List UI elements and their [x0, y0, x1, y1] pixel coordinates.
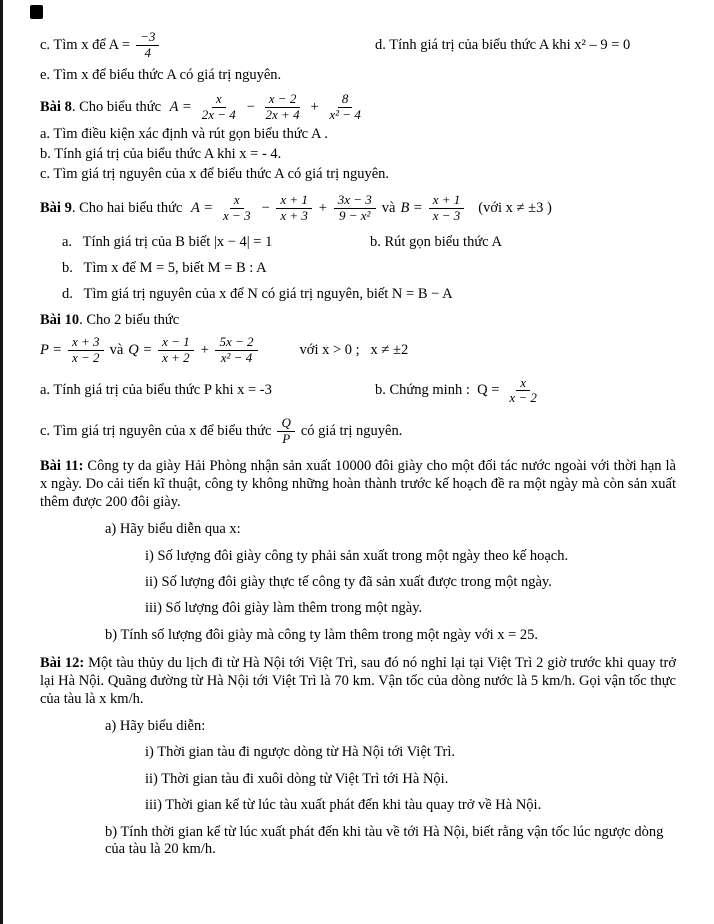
bai10-condition: với x > 0 ; x ≠ ±2	[299, 341, 409, 358]
bai11-item-a-text: a) Hãy biểu diễn qua x:	[105, 521, 241, 538]
bai8-formula-lhs: A =	[169, 98, 192, 115]
fraction-denominator: x + 3	[280, 207, 308, 223]
fraction-denominator: 9 − x²	[339, 207, 371, 223]
bai12-body: Một tàu thủy du lịch đi từ Hà Nội tới Việt Trì, sau đó nó nghỉ lại tại Việt Trì 2 giờ trước khi quay trở lại Hà Nội. Quãng đường từ Hà Nội tới Việt Trì là 70 km. Vận tốc của dòng nước là 5 km/h. Gọi vận tốc thực của tàu là x km/h.	[40, 655, 676, 708]
bai9-item-d-text: d. Tìm giá trị nguyên của x để N có giá trị nguyên, biết N = B − A	[62, 285, 453, 302]
fraction-denominator: x + 2	[162, 349, 190, 365]
fraction-numerator: x − 1	[158, 335, 194, 351]
bai10-va-text: và	[109, 341, 124, 358]
bai8-item-a	[40, 126, 676, 143]
bai9-label: Bài 9	[40, 199, 72, 216]
fraction-numerator: x + 1	[429, 193, 465, 209]
bai12-sub-iii	[145, 797, 676, 814]
exercise-item-e	[40, 67, 676, 84]
fraction-numerator: x − 2	[265, 92, 301, 108]
fraction	[68, 335, 104, 366]
minus-operator: −	[245, 98, 256, 115]
bai12-paragraph	[40, 655, 676, 709]
bai8-header	[40, 92, 676, 123]
fraction-numerator: x + 1	[276, 193, 312, 209]
item-e-text: e. Tìm x để biểu thức A có giá trị nguyên.	[40, 66, 282, 83]
bai11-sub-i-text: i) Số lượng đôi giày công ty phải sản xuất trong một ngày theo kế hoạch.	[145, 547, 569, 564]
bai11-sub-ii	[145, 574, 676, 591]
bai8-intro: . Cho biểu thức	[71, 98, 165, 115]
bai12-item-b-text: b) Tính thời gian kể từ lúc xuất phát đến khi tàu về tới Hà Nội, biết rằng vận tốc lúc ngược dòng của tàu là 20 km/h.	[105, 823, 664, 857]
fraction-denominator: 2x + 4	[265, 106, 300, 122]
fraction-numerator: 5x − 2	[215, 335, 257, 351]
exercise-item-c	[40, 30, 375, 61]
fraction-numerator: 8	[338, 92, 353, 108]
fraction	[505, 376, 541, 407]
bai8-item-c-text: c. Tìm giá trị nguyên của x để biểu thức A có giá trị nguyên.	[40, 165, 390, 182]
bai9-va-text: và	[381, 199, 396, 216]
bai9-formula-b-lhs: B =	[400, 199, 423, 216]
fraction	[334, 193, 376, 224]
bai10-item-b-text: b. Chứng minh : Q =	[375, 382, 500, 399]
scan-ink-artifact	[30, 5, 43, 19]
scan-edge-artifact	[0, 0, 3, 924]
bai9-row-a-b	[62, 234, 676, 251]
fraction-denominator: x − 3	[223, 207, 251, 223]
bai10-item-a	[40, 382, 375, 399]
item-c-text: c. Tìm x để A =	[40, 36, 131, 53]
bai10-item-a-text: a. Tính giá trị của biểu thức P khi x = -3	[40, 382, 272, 399]
bai11-sub-iii	[145, 600, 676, 617]
bai10-header	[40, 312, 676, 329]
fraction-denominator: P	[282, 431, 291, 447]
bai8-item-c	[40, 166, 676, 183]
bai8-label: Bài 8	[40, 98, 72, 115]
bai8-title	[40, 99, 165, 116]
fraction-denominator: x − 3	[432, 207, 461, 223]
fraction-numerator: x + 3	[68, 335, 104, 351]
fraction-denominator: x − 2	[72, 349, 100, 365]
fraction-denominator: 2x − 4	[201, 106, 236, 122]
bai10-item-b	[375, 376, 676, 407]
bai11-item-a	[105, 521, 676, 538]
fraction-denominator: x² − 4	[329, 106, 361, 122]
fraction	[325, 92, 364, 123]
bai11-item-b-text: b) Tính số lượng đôi giày mà công ty làm thêm trong một ngày với x = 25.	[105, 626, 539, 643]
bai12-sub-ii-text: ii) Thời gian tàu đi xuôi dòng từ Việt Trì tới Hà Nội.	[145, 770, 449, 787]
bai11-paragraph	[40, 458, 676, 512]
fraction	[277, 416, 294, 447]
bai11-sub-ii-text: ii) Số lượng đôi giày thực tế công ty đã sản xuất được trong một ngày.	[145, 573, 552, 590]
bai9-item-b-right	[370, 234, 676, 251]
bai9-title	[40, 200, 186, 217]
bai11-item-b	[105, 627, 676, 644]
fraction	[158, 335, 194, 366]
fraction-denominator: x − 2	[509, 390, 537, 406]
minus-operator: −	[260, 199, 271, 216]
bai9-item-b-right-text: b. Rút gọn biểu thức A	[370, 233, 502, 250]
bai10-row-a-b	[40, 376, 676, 407]
bai12-label: Bài 12:	[40, 655, 85, 672]
fraction	[219, 193, 255, 224]
fraction	[198, 92, 240, 123]
fraction-denominator: 4	[144, 44, 151, 60]
bai12-item-a	[105, 718, 676, 735]
fraction-numerator: −3	[136, 30, 159, 46]
bai12-sub-i	[145, 744, 676, 761]
bai9-condition: (với x ≠ ±3 )	[478, 199, 552, 216]
bai9-item-a	[62, 234, 370, 251]
bai9-item-b2	[62, 260, 676, 277]
plus-operator: +	[317, 199, 328, 216]
bai10-formula	[40, 335, 676, 366]
bai11-sub-iii-text: iii) Số lượng đôi giày làm thêm trong một ngày.	[145, 600, 423, 617]
bai12-sub-ii	[145, 771, 676, 788]
fraction	[136, 30, 159, 61]
item-d-text: d. Tính giá trị của biểu thức A khi x² – 9 = 0	[375, 36, 631, 53]
bai9-item-a-text: a. Tính giá trị của B biết |x − 4| = 1	[62, 233, 273, 250]
bai10-formula-p-lhs: P =	[40, 341, 63, 358]
bai8-item-b-text: b. Tính giá trị của biểu thức A khi x = - 4.	[40, 145, 282, 162]
fraction-denominator: x² − 4	[220, 349, 253, 365]
bai9-header	[40, 193, 676, 224]
bai10-formula-q-lhs: Q =	[128, 341, 153, 358]
bai9-intro: . Cho hai biểu thức	[71, 199, 187, 216]
bai9-item-d	[62, 286, 676, 303]
bai10-intro: . Cho 2 biểu thức	[79, 311, 180, 328]
plus-operator: +	[309, 98, 320, 115]
bai12-item-a-text: a) Hãy biểu diễn:	[105, 718, 206, 735]
fraction-numerator: x	[516, 376, 530, 392]
bai10-label: Bài 10	[40, 311, 80, 328]
bai11-body: Công ty da giày Hải Phòng nhận sản xuất 10000 đôi giày cho một đối tác nước ngoài với thời hạn là x ngày. Do cải tiến kĩ thuật, công ty không những hoàn thành trước kế hoạch đề ra một ngày mà còn sản xuất thêm được 200 đôi giày.	[40, 458, 676, 511]
bai11-sub-i	[145, 548, 676, 565]
fraction	[276, 193, 312, 224]
exercise-item-d	[375, 37, 676, 54]
bai10-item-c-suffix: có giá trị nguyên.	[300, 423, 403, 440]
bai10-item-c	[40, 416, 676, 447]
fraction	[262, 92, 304, 123]
bai9-item-b2-text: b. Tìm x để M = 5, biết M = B : A	[62, 259, 267, 276]
fraction-numerator: 3x − 3	[334, 193, 376, 209]
fraction	[215, 335, 257, 366]
plus-operator: +	[199, 341, 210, 358]
bai12-sub-i-text: i) Thời gian tàu đi ngược dòng từ Hà Nội tới Việt Trì.	[145, 744, 455, 761]
fraction-numerator: Q	[277, 416, 294, 432]
bai10-item-c-prefix: c. Tìm giá trị nguyên của x để biểu thức	[40, 423, 272, 440]
bai11-label: Bài 11:	[40, 458, 84, 475]
fraction-numerator: x	[212, 92, 226, 108]
fraction-numerator: x	[230, 193, 244, 209]
bai8-item-b	[40, 146, 676, 163]
bai12-item-b	[105, 824, 665, 859]
bai9-formula-lhs: A =	[191, 199, 214, 216]
fraction	[429, 193, 465, 224]
row-c-d	[40, 30, 676, 61]
bai8-item-a-text: a. Tìm điều kiện xác định và rút gọn biểu thức A .	[40, 125, 328, 142]
bai12-sub-iii-text: iii) Thời gian kể từ lúc tàu xuất phát đến khi tàu quay trở về Hà Nội.	[145, 797, 542, 814]
